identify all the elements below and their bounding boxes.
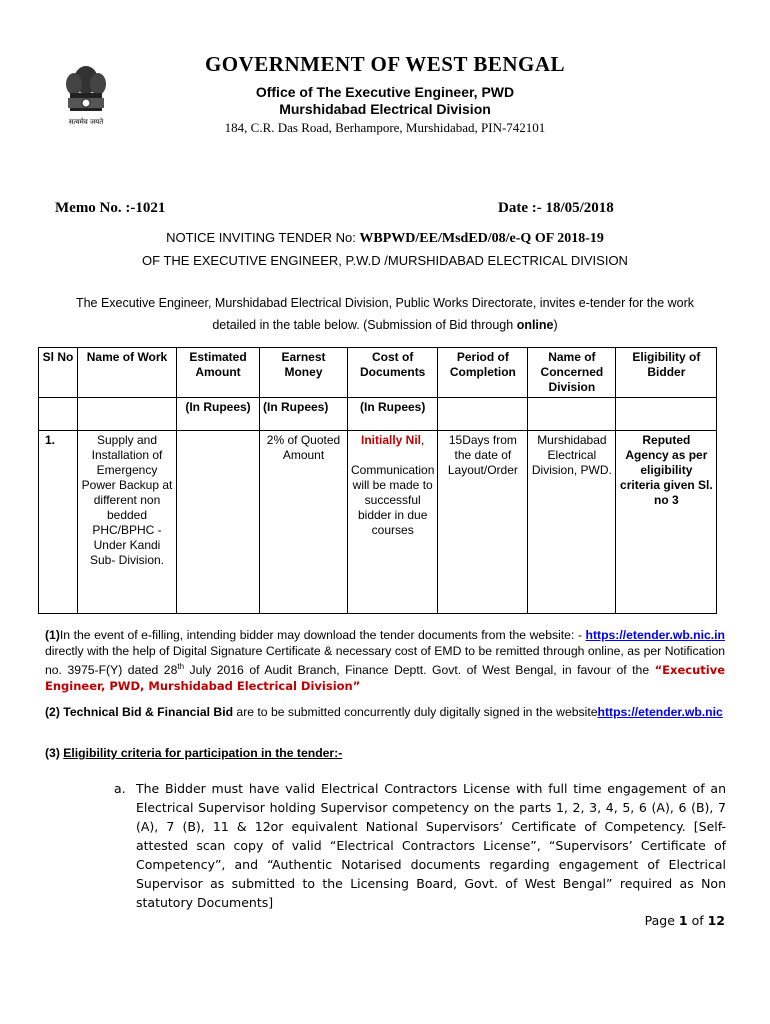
- paragraph-1: [45, 628, 725, 694]
- notice-of-line: OF THE EXECUTIVE ENGINEER, P.W.D /MURSHIDABAD ELECTRICAL DIVISION: [142, 253, 628, 268]
- notice-prefix: NOTICE INVITING TENDER No:: [166, 230, 360, 245]
- state-emblem: [60, 60, 112, 142]
- subheader-cell: (In Rupees): [260, 398, 348, 431]
- subheader-cell: [438, 398, 528, 431]
- col-header-earnest: Earnest Money: [260, 348, 348, 398]
- notice-title: [40, 230, 730, 247]
- intro-online: online: [516, 318, 554, 332]
- para-2-text: are to be submitted concurrently duly digitally signed in the website: [233, 705, 598, 719]
- intro-line-2: [40, 318, 730, 332]
- item-a-text: The Bidder must have valid Electrical Contractors License with full time engagement of an Electrical Supervisor holding Supervisor competency on the parts 1, 2, 3, 4, 5, 6 (A), 6 (B), 7 (A), 7 (B), 11 & 12or equivalent National Supervisors’ Certificate of Competency. [Self-attested scan copy of valid “Electrical Contractors License”, “Supervisors’ Certificate of Competency”, and “Authentic Notarised documents regarding engagement of Electrical Supervisor as submitted to the Licensing Board, Govt. of West Bengal” required as Non statutory Documents]: [136, 781, 726, 910]
- subheader-cell: (In Rupees): [348, 398, 438, 431]
- row-period: 15Days from the date of Layout/Order: [438, 431, 528, 614]
- office-line-1: Office of The Executive Engineer, PWD: [255, 84, 515, 100]
- table-subheader-row: [39, 398, 717, 431]
- page-label: Page: [644, 913, 679, 928]
- row-division: Murshidabad Electrical Division, PWD.: [528, 431, 616, 614]
- col-header-sl: Sl No: [39, 348, 78, 398]
- office-line-2: Murshidabad Electrical Division: [279, 101, 491, 117]
- cost-initially-nil: Initially Nil: [361, 433, 422, 447]
- col-header-division: Name of Concerned Division: [528, 348, 616, 398]
- paragraph-3-heading: [45, 746, 725, 762]
- table-header-row: [39, 348, 717, 398]
- paragraph-2: [45, 705, 725, 721]
- para-3-number: (3): [45, 746, 64, 760]
- col-header-estimated: Estimated Amount: [177, 348, 260, 398]
- etender-link-2[interactable]: https://etender.wb.nic: [597, 705, 723, 719]
- table-row: [39, 431, 717, 614]
- memo-date: Date :- 18/05/2018: [498, 200, 614, 216]
- subheader-cell: [528, 398, 616, 431]
- office-address: 184, C.R. Das Road, Berhampore, Murshidabad, PIN-742101: [224, 120, 546, 135]
- cost-communication: Communication will be made to successful bidder in due courses: [351, 463, 435, 537]
- list-item: [114, 779, 726, 912]
- row-cost: Initially Nil, Communication will be made to successful bidder in due courses: [348, 431, 438, 614]
- intro-line-2-text: detailed in the table below. (Submission of Bid through: [212, 318, 517, 332]
- government-title: GOVERNMENT OF WEST BENGAL: [204, 52, 566, 76]
- etender-link-1[interactable]: https://etender.wb.nic.in: [585, 628, 726, 642]
- para-3-heading: Eligibility criteria for participation in the tender:-: [63, 746, 343, 760]
- page-of: of: [687, 913, 708, 928]
- para-1-number: (1): [45, 628, 60, 642]
- subheader-cell: [78, 398, 177, 431]
- memo-number: Memo No. :-1021: [55, 200, 166, 216]
- emblem-caption: सत्यमेव जयते: [68, 118, 104, 126]
- item-a-label: a.: [114, 781, 126, 796]
- row-work: Supply and Installation of Emergency Power Backup at different non bedded PHC/BPHC - Under Kandi Sub- Division.: [78, 431, 177, 614]
- page-number: [600, 913, 725, 928]
- row-estimated: [177, 431, 260, 614]
- para-1-payee: “Executive Engineer, PWD, Murshidabad Electrical Division”: [45, 663, 725, 693]
- col-header-cost: Cost of Documents: [348, 348, 438, 398]
- subheader-cell: (In Rupees): [177, 398, 260, 431]
- notice-number: WBPWD/EE/MsdED/08/e-Q OF 2018-19: [359, 231, 604, 246]
- para-1-sup: th: [177, 662, 185, 671]
- para-1-text-3: July 2016 of Audit Branch, Finance Deptt. Govt. of West Bengal, in favour of the: [184, 663, 655, 678]
- row-eligibility: Reputed Agency as per eligibility criteria given Sl. no 3: [616, 431, 717, 614]
- col-header-work: Name of Work: [78, 348, 177, 398]
- tender-table: [38, 347, 717, 614]
- col-header-period: Period of Completion: [438, 348, 528, 398]
- subheader-cell: [616, 398, 717, 431]
- page-current: 1: [678, 913, 688, 928]
- page-total: 12: [707, 913, 725, 928]
- subheader-cell: [39, 398, 78, 431]
- para-1-text: In the event of e-filling, intending bidder may download the tender documents from the website: -: [59, 628, 582, 642]
- intro-line-1: The Executive Engineer, Murshidabad Electrical Division, Public Works Directorate, invites e-tender for the work: [75, 296, 695, 310]
- para-2-bold: (2) Technical Bid & Financial Bid: [45, 705, 234, 719]
- col-header-eligibility: Eligibility of Bidder: [616, 348, 717, 398]
- row-sl: 1.: [39, 431, 78, 614]
- intro-line-2-end: ): [553, 318, 558, 332]
- para-1-text-2: directly with the help of Digital Signature Certificate & necessary cost of EMD to be remitted through online, as per Notification no. 3975-F(Y) dated 28: [45, 643, 725, 678]
- row-earnest: 2% of Quoted Amount: [260, 431, 348, 614]
